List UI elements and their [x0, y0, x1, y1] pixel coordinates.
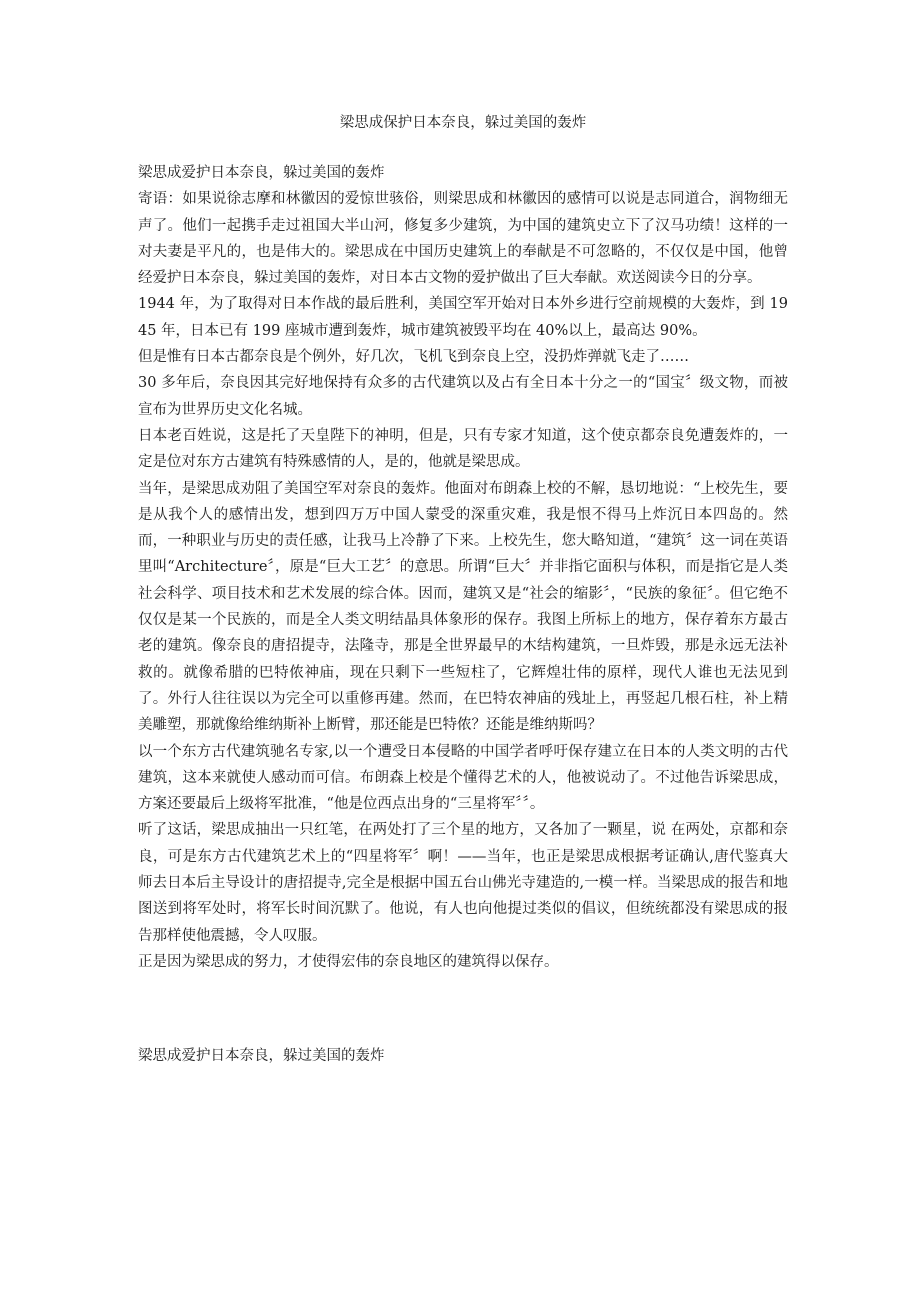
footer-title: 梁思成爱护日本奈良，躲过美国的轰炸: [138, 1048, 385, 1065]
paragraph-conclusion: 正是因为梁思成的努力，才使得宏伟的奈良地区的建筑得以保存。: [138, 953, 559, 970]
paragraph-bronson-persuaded: 以一个东方古代建筑驰名专家,以一个遭受日本侵略的中国学者呼吁保存建立在日本的人类文明的古代建筑，这本来就使人感动而可信。布朗森上校是个懂得艺术的人，他被说动了。不过他告诉梁思成，方案还要最后上级将军批准，“他是位西点出身的“三星将军〞〞。: [138, 743, 788, 813]
paragraph-preface: 寄语：如果说徐志摩和林徽因的爱惊世骇俗，则梁思成和林徽因的感情可以说是志同道合，润物细无声了。他们一起携手走过祖国大半山河，修复多少建筑，为中国的建筑史立下了汉马功绩！这样的一对夫妻是平凡的，也是伟大的。梁思成在中国历史建筑上的奉献是不可忽略的，不仅仅是中国，他曾经爱护日本奈良，躲过美国的轰炸，对日本古文物的爱护做出了巨大奉献。欢送阅读今日的分享。: [138, 191, 788, 287]
paragraph-who-saved: 日本老百姓说，这是托了天皇陛下的神明，但是，只有专家才知道，这个使京都奈良免遭轰炸的，一定是位对东方古建筑有特殊感情的人，是的，他就是梁思成。: [138, 427, 788, 471]
paragraph-nara-exception: 但是惟有日本古都奈良是个例外，好几次，飞机飞到奈良上空，没扔炸弹就飞走了……: [138, 349, 689, 366]
document-page: [138, 110, 788, 1069]
paragraph-1944-bombing: 1944 年，为了取得对日本作战的最后胜利，美国空军开始对日本外乡进行空前规模的大轰炸，到 1945 年，日本已有 199 座城市遭到轰炸，城市建筑被毁平均在 40%以上，最高达 90%。: [138, 296, 788, 339]
document-title: 梁思成保护日本奈良，躲过美国的轰炸: [339, 115, 587, 131]
paragraph-world-heritage: 30 多年后，奈良因其完好地保持有众多的古代建筑以及占有全日本十分之一的“国宝〞级文物，而被宣布为世界历史文化名城。: [138, 375, 788, 418]
paragraph-four-star: 听了这话，梁思成抽出一只红笔，在两处打了三个星的地方，又各加了一颗星，说 在两处，京都和奈良，可是东方古代建筑艺术上的“四星将军〞啊！——当年，也正是梁思成根据考证确认,唐代鉴真大师去日本后主导设计的唐招提寺,完全是根据中国五台山佛光寺建造的,一模一样。当梁思成的报告和地图送到将军处时，将军长时间沉默了。他说，有人也向他提过类似的倡议，但统统都没有梁思成的报告那样使他震撼，令人叹服。: [138, 822, 788, 944]
paragraph-liang-speech: 当年，是梁思成劝阻了美国空军对奈良的轰炸。他面对布朗森上校的不解，恳切地说：“上校先生，要是从我个人的感情出发，想到四万万中国人蒙受的深重灾难，我是恨不得马上炸沉日本四岛的。然而，一种职业与历史的责任感，让我马上冷静了下来。上校先生，您大略知道，“建筑〞这一词在英语里叫“Architecture〞，原是“巨大工艺〞的意思。所谓“巨大〞并非指它面积与体积，而是指它是人类社会科学、项目技术和艺术发展的综合体。因而，建筑又是“社会的缩影〞，“民族的象征〞。但它绝不仅仅是某一个民族的，而是全人类文明结晶具体象形的保存。我图上所标上的地方，保存着东方最古老的建筑。像奈良的唐招提寺，法隆寺，那是全世界最早的木结构建筑，一旦炸毁，那是永远无法补救的。就像希腊的巴特侬神庙，现在只剩下一些短柱了，它辉煌壮伟的原样，现代人谁也无法见到了。外行人往往误以为完全可以重修再建。然而，在巴特农神庙的残址上，再竖起几根石柱，补上精美雕塑，那就像给维纳斯补上断臂，那还能是巴特侬？还能是维纳斯吗？: [138, 480, 788, 734]
document-subtitle: 梁思成爱护日本奈良，躲过美国的轰炸: [138, 165, 385, 181]
